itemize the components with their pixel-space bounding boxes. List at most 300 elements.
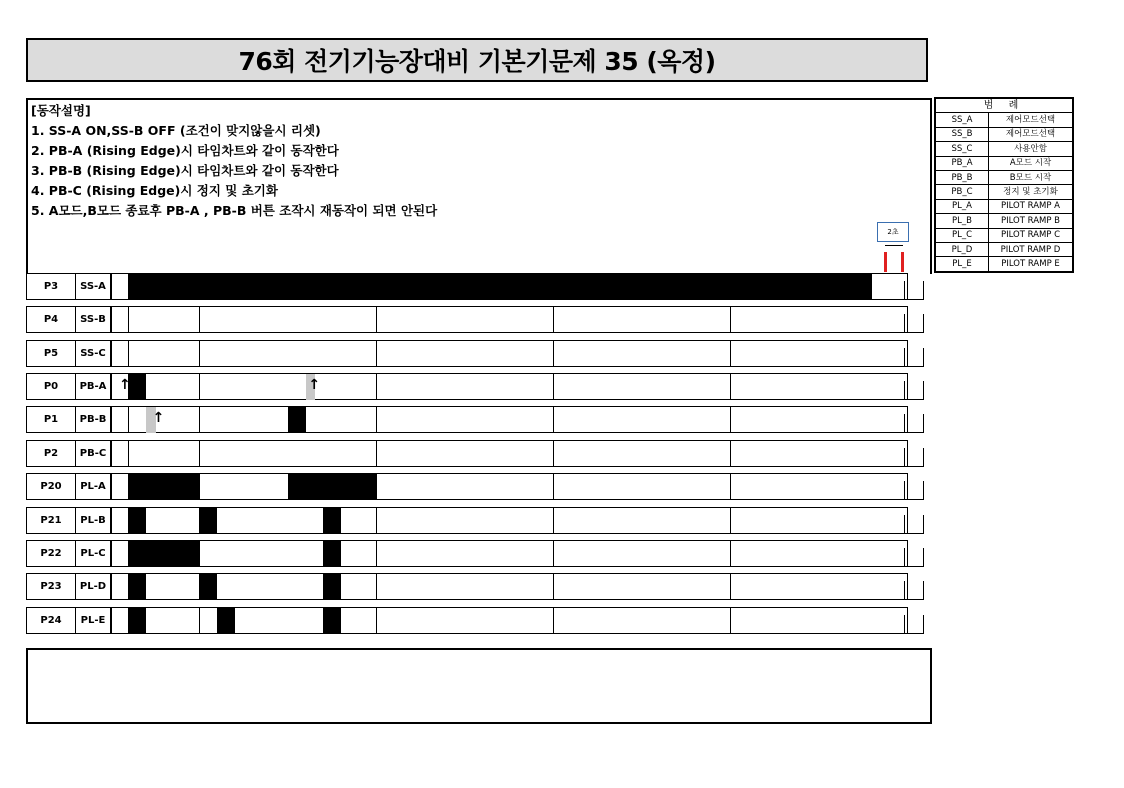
timing-cell: [589, 573, 608, 600]
timing-cell: [518, 473, 537, 500]
timing-cell: [677, 507, 696, 534]
timing-cell: [660, 507, 679, 534]
timing-cell: [129, 440, 148, 467]
timing-cell: [447, 507, 466, 534]
timing-cell: [854, 406, 873, 433]
timing-cell: [253, 440, 272, 467]
legend-row: [935, 156, 1073, 170]
timing-cell: [341, 540, 360, 567]
timing-cell: [660, 473, 679, 500]
timing-cell: [217, 406, 236, 433]
timing-cell: [235, 540, 254, 567]
time-marker-left-line: [884, 252, 887, 272]
timing-cell: [235, 306, 254, 333]
timing-cell: [518, 406, 537, 433]
timing-cell: [536, 440, 555, 467]
row-end-mark: [904, 281, 924, 300]
legend-header: 범 례: [935, 98, 1073, 113]
timing-cell: [607, 507, 626, 534]
timing-cell: [642, 507, 661, 534]
timing-cell: [235, 573, 254, 600]
timing-cell: [819, 306, 838, 333]
timing-cell: [465, 440, 484, 467]
timing-cell: [642, 373, 661, 400]
timing-cell: [660, 406, 679, 433]
rising-edge-icon: ↑: [287, 410, 299, 426]
timing-cell: [306, 340, 325, 367]
timing-cell: [217, 573, 236, 600]
timing-cell: [801, 306, 820, 333]
timing-cell: [111, 340, 129, 367]
timing-cell: [377, 406, 396, 433]
timing-cell: [695, 440, 714, 467]
timing-cell: [695, 373, 714, 400]
timing-cell: [713, 440, 732, 467]
row-end-mark: [904, 348, 924, 367]
timing-cell: [465, 540, 484, 567]
timing-cell: [607, 406, 626, 433]
timing-cell: [465, 473, 484, 500]
timing-cell: [500, 573, 519, 600]
timing-cell: [111, 273, 129, 300]
timing-cell: [146, 306, 165, 333]
timing-cell: [182, 573, 201, 600]
legend-row: [935, 228, 1073, 242]
timing-cell: [518, 340, 537, 367]
timing-cell: [695, 406, 714, 433]
timing-cell: [713, 573, 732, 600]
timing-cell: [837, 507, 856, 534]
timing-cell: [766, 540, 785, 567]
signal-on-bar: [129, 374, 147, 400]
timing-cell: [872, 306, 891, 333]
timing-cell: [589, 306, 608, 333]
timing-cell: [182, 340, 201, 367]
description-line-4: 4. PB-C (Rising Edge)시 정지 및 초기화: [31, 183, 278, 198]
timing-cell: [500, 373, 519, 400]
timing-cell: [465, 340, 484, 367]
timing-cell: [837, 340, 856, 367]
timing-cell: [660, 373, 679, 400]
timing-cell: [323, 306, 342, 333]
timing-cell: [306, 440, 325, 467]
timing-cell: [607, 473, 626, 500]
timing-cell: [270, 473, 289, 500]
timing-cell: [235, 340, 254, 367]
timing-cell: [571, 340, 590, 367]
timing-cell: [589, 473, 608, 500]
timing-cell: [430, 306, 449, 333]
timing-cell: [607, 306, 626, 333]
timing-cell: [660, 607, 679, 634]
timing-cell: [341, 306, 360, 333]
timing-cell: [306, 607, 325, 634]
timing-cell: [589, 607, 608, 634]
row-end-mark: [904, 548, 924, 567]
timing-cell: [571, 373, 590, 400]
timing-cell: [819, 440, 838, 467]
timing-cell: [341, 607, 360, 634]
signal-on-bar: [129, 508, 147, 534]
timing-cell: [713, 473, 732, 500]
timing-cell: [872, 507, 891, 534]
signal-label: PB-A: [76, 373, 111, 400]
timing-cell: [217, 507, 236, 534]
timing-cell: [784, 440, 803, 467]
timing-cell: [200, 373, 219, 400]
timing-cell: [483, 306, 502, 333]
timing-row: [26, 607, 932, 636]
timing-cell: [200, 406, 219, 433]
timing-cell: [430, 507, 449, 534]
timing-cell: [748, 373, 767, 400]
timing-cell: [872, 273, 891, 300]
legend-desc: A모드 시작: [989, 156, 1074, 170]
signal-on-bar: [200, 508, 218, 534]
timing-grid: [111, 507, 932, 534]
timing-cell: [412, 406, 431, 433]
timing-cell: [624, 306, 643, 333]
timing-cell: [854, 507, 873, 534]
timing-cell: [854, 440, 873, 467]
timing-cell: [111, 607, 129, 634]
timing-cell: [288, 306, 307, 333]
timing-cell: [430, 607, 449, 634]
timing-row: [26, 540, 932, 569]
row-end-mark: [904, 414, 924, 433]
timing-cell: [819, 373, 838, 400]
timing-cell: [483, 573, 502, 600]
timing-cell: [359, 507, 378, 534]
timing-cell: [341, 340, 360, 367]
timing-cell: [447, 306, 466, 333]
timing-cell: [784, 607, 803, 634]
timing-cell: [359, 406, 378, 433]
timing-cell: [306, 573, 325, 600]
timing-cell: [465, 306, 484, 333]
timing-cell: [217, 540, 236, 567]
timing-grid: [111, 440, 932, 467]
timing-row: [26, 440, 932, 469]
timing-cell: [571, 573, 590, 600]
legend-code: SS_C: [935, 142, 989, 156]
legend-desc: 정지 및 초기화: [989, 185, 1074, 199]
timing-cell: [536, 373, 555, 400]
timing-cell: [111, 540, 129, 567]
timing-cell: [554, 306, 573, 333]
timing-cell: [500, 406, 519, 433]
timing-cell: [713, 607, 732, 634]
legend-code: PL_C: [935, 228, 989, 242]
signal-label: PB-C: [76, 440, 111, 467]
timing-cell: [819, 340, 838, 367]
description-heading: [동작설명]: [31, 103, 91, 118]
rising-edge-icon: ↑: [119, 377, 131, 393]
timing-cell: [536, 507, 555, 534]
row-end-mark: [904, 314, 924, 333]
timing-cell: [182, 507, 201, 534]
timing-cell: [500, 473, 519, 500]
timing-cell: [801, 540, 820, 567]
timing-cell: [854, 540, 873, 567]
timing-cell: [394, 340, 413, 367]
timing-cell: [518, 540, 537, 567]
timing-cell: [518, 507, 537, 534]
signal-label: SS-A: [76, 273, 111, 300]
row-end-mark: [904, 381, 924, 400]
timing-cell: [306, 507, 325, 534]
timing-cell: [465, 406, 484, 433]
port-label: P23: [26, 573, 76, 600]
timing-cell: [660, 540, 679, 567]
timing-cell: [607, 540, 626, 567]
timing-cell: [341, 507, 360, 534]
timing-cell: [731, 540, 750, 567]
timing-cell: [394, 406, 413, 433]
timing-cell: [748, 573, 767, 600]
timing-cell: [748, 340, 767, 367]
timing-cell: [200, 473, 219, 500]
timing-cell: [695, 340, 714, 367]
timing-cell: [766, 607, 785, 634]
timing-cell: [589, 507, 608, 534]
timing-cell: [447, 340, 466, 367]
timing-cell: [766, 440, 785, 467]
timing-cell: [854, 473, 873, 500]
port-label: P3: [26, 273, 76, 300]
timing-cell: [713, 540, 732, 567]
port-label: P2: [26, 440, 76, 467]
timing-cell: [146, 440, 165, 467]
timing-cell: [872, 440, 891, 467]
signal-label: PL-C: [76, 540, 111, 567]
timing-cell: [253, 306, 272, 333]
timing-cell: [695, 306, 714, 333]
timing-cell: [713, 406, 732, 433]
timing-cell: [677, 306, 696, 333]
timing-cell: [182, 440, 201, 467]
timing-cell: [164, 406, 183, 433]
timing-cell: [784, 473, 803, 500]
timing-cell: [695, 507, 714, 534]
timing-cell: [801, 440, 820, 467]
timing-cell: [766, 340, 785, 367]
timing-cell: [589, 440, 608, 467]
timing-cell: [554, 573, 573, 600]
timing-cell: [554, 340, 573, 367]
timing-cell: [430, 406, 449, 433]
signal-on-bar: [323, 608, 341, 634]
timing-cell: [359, 607, 378, 634]
timing-cell: [766, 306, 785, 333]
timing-cell: [819, 607, 838, 634]
timing-cell: [253, 573, 272, 600]
timing-cell: [784, 573, 803, 600]
timing-row: [26, 340, 932, 369]
timing-cell: [465, 373, 484, 400]
signal-label: PL-A: [76, 473, 111, 500]
timing-cell: [270, 440, 289, 467]
timing-cell: [341, 406, 360, 433]
timing-cell: [819, 507, 838, 534]
row-end-mark: [904, 515, 924, 534]
timing-cell: [695, 573, 714, 600]
timing-cell: [837, 373, 856, 400]
timing-cell: [377, 440, 396, 467]
legend-code: SS_A: [935, 113, 989, 127]
timing-cell: [200, 607, 219, 634]
timing-cell: [854, 373, 873, 400]
timing-cell: [288, 440, 307, 467]
timing-cell: [412, 340, 431, 367]
timing-row: [26, 473, 932, 502]
timing-cell: [731, 607, 750, 634]
legend-code: PB_A: [935, 156, 989, 170]
signal-on-bar: [129, 274, 872, 300]
timing-cell: [554, 473, 573, 500]
timing-cell: [784, 406, 803, 433]
timing-cell: [748, 473, 767, 500]
timing-cell: [359, 540, 378, 567]
timing-cell: [660, 306, 679, 333]
timing-cell: [677, 440, 696, 467]
timing-cell: [447, 406, 466, 433]
port-label: P4: [26, 306, 76, 333]
timing-cell: [801, 473, 820, 500]
timing-cell: [677, 607, 696, 634]
timing-cell: [483, 406, 502, 433]
timing-cell: [146, 607, 165, 634]
timing-row: [26, 507, 932, 536]
timing-cell: [554, 540, 573, 567]
timing-cell: [500, 340, 519, 367]
timing-cell: [323, 340, 342, 367]
timing-cell: [642, 306, 661, 333]
timing-row: [26, 306, 932, 335]
timing-row: [26, 406, 932, 435]
timing-cell: [341, 440, 360, 467]
timing-cell: [872, 373, 891, 400]
timing-cell: [341, 573, 360, 600]
timing-cell: [412, 507, 431, 534]
timing-cell: [571, 306, 590, 333]
timing-cell: [748, 306, 767, 333]
timing-cell: [129, 406, 148, 433]
timing-cell: [359, 440, 378, 467]
timing-cell: [377, 340, 396, 367]
port-label: P24: [26, 607, 76, 634]
page-title: 76회 전기기능장대비 기본기문제 35 (옥정): [238, 47, 716, 76]
timing-cell: [164, 373, 183, 400]
timing-cell: [483, 440, 502, 467]
timing-grid: [111, 607, 932, 634]
timing-cell: [766, 473, 785, 500]
signal-label: PL-E: [76, 607, 111, 634]
signal-on-bar: [129, 574, 147, 600]
timing-grid: [111, 573, 932, 600]
timing-cell: [589, 540, 608, 567]
timing-cell: [801, 607, 820, 634]
timing-cell: [270, 373, 289, 400]
notes-box: [26, 648, 932, 724]
timing-cell: [713, 373, 732, 400]
timing-cell: [624, 440, 643, 467]
timing-cell: [394, 306, 413, 333]
timing-cell: [500, 540, 519, 567]
timing-cell: [571, 440, 590, 467]
signal-label: PL-B: [76, 507, 111, 534]
timing-cell: [607, 607, 626, 634]
legend-row: [935, 257, 1073, 272]
timing-cell: [394, 607, 413, 634]
port-label: P21: [26, 507, 76, 534]
timing-cell: [677, 406, 696, 433]
legend-row: [935, 127, 1073, 141]
timing-cell: [518, 573, 537, 600]
timing-cell: [854, 607, 873, 634]
timing-cell: [784, 507, 803, 534]
port-label: P20: [26, 473, 76, 500]
timing-cell: [624, 607, 643, 634]
timing-cell: [748, 406, 767, 433]
legend-row: [935, 214, 1073, 228]
timing-cell: [731, 507, 750, 534]
timing-cell: [500, 440, 519, 467]
timing-cell: [182, 373, 201, 400]
timing-cell: [819, 473, 838, 500]
signal-label: PB-B: [76, 406, 111, 433]
timing-cell: [731, 373, 750, 400]
timing-cell: [677, 540, 696, 567]
timing-cell: [554, 507, 573, 534]
timing-cell: [253, 373, 272, 400]
timing-cell: [607, 340, 626, 367]
timing-cell: [731, 406, 750, 433]
timing-cell: [589, 406, 608, 433]
legend-table: [934, 97, 1074, 273]
legend-row: [935, 113, 1073, 127]
timing-cell: [359, 373, 378, 400]
legend-code: PB_B: [935, 170, 989, 184]
timing-grid: [111, 373, 932, 400]
time-marker-label: 2초: [877, 222, 909, 242]
timing-cell: [642, 573, 661, 600]
timing-cell: [394, 507, 413, 534]
signal-on-bar: [129, 474, 200, 500]
timing-grid: [111, 406, 932, 433]
legend-desc: PILOT RAMP C: [989, 228, 1074, 242]
timing-cell: [571, 607, 590, 634]
timing-cell: [854, 340, 873, 367]
timing-cell: [412, 473, 431, 500]
timing-cell: [837, 573, 856, 600]
timing-cell: [412, 540, 431, 567]
timing-cell: [341, 373, 360, 400]
port-label: P1: [26, 406, 76, 433]
timing-cell: [483, 373, 502, 400]
row-end-mark: [904, 481, 924, 500]
timing-cell: [483, 540, 502, 567]
timing-cell: [412, 573, 431, 600]
timing-cell: [801, 340, 820, 367]
timing-cell: [394, 473, 413, 500]
timing-cell: [235, 607, 254, 634]
timing-cell: [677, 373, 696, 400]
timing-cell: [288, 373, 307, 400]
timing-cell: [784, 340, 803, 367]
timing-cell: [164, 306, 183, 333]
timing-grid: [111, 306, 932, 333]
